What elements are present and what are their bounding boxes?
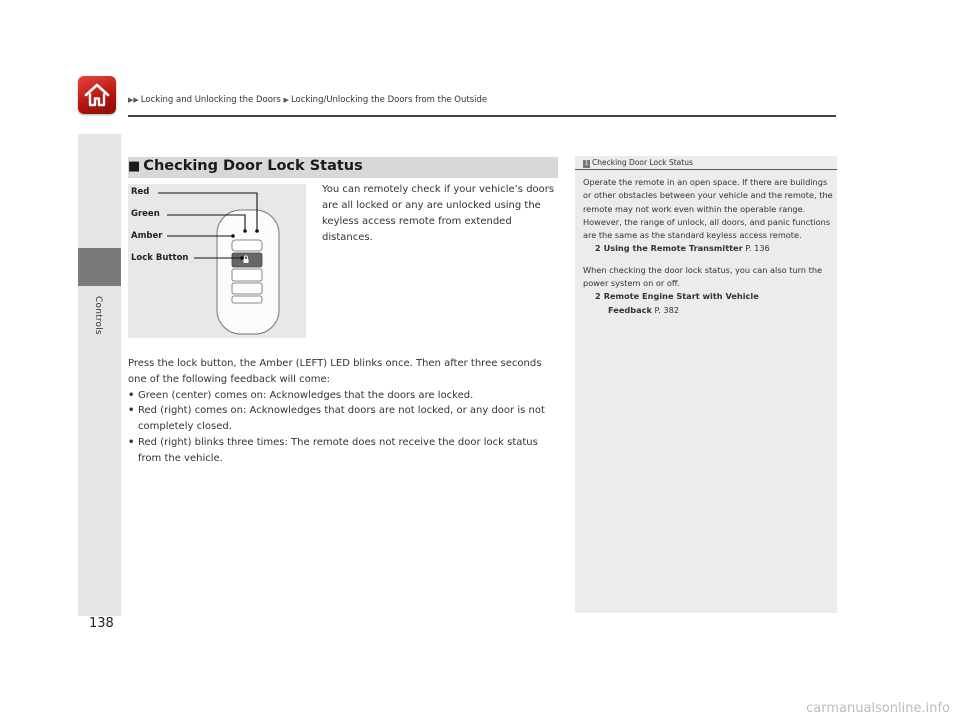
breadcrumb-item-1[interactable]: Locking and Unlocking the Doors — [140, 95, 281, 105]
note-paragraph-2: When checking the door lock status, you can also turn the power system on or off. — [583, 264, 823, 289]
link-text[interactable]: Using the Remote Transmitter — [603, 243, 743, 254]
section-marker-icon: ■ — [128, 159, 141, 174]
link-arrow-icon: 2 — [595, 244, 601, 254]
feedback-list — [128, 388, 560, 467]
body-text — [128, 356, 560, 467]
remote-figure — [128, 184, 306, 338]
intro-text: You can remotely check if your vehicle’s doors are all locked or any are unlocked using the keyless access remote from extended distances. — [322, 184, 555, 243]
list-item: • Green (center) comes on: Acknowledges that the doors are locked. — [128, 388, 560, 404]
watermark: carmanualsonline.info — [806, 701, 950, 716]
body-paragraph: Press the lock button, the Amber (LEFT) LED blinks once. Then after three seconds one of the following feedback will come: — [128, 358, 542, 385]
chapter-sidebar — [78, 134, 121, 616]
label-green: Green — [131, 209, 160, 219]
link-text-cont[interactable]: Feedback — [608, 304, 652, 315]
note-paragraph-1: Operate the remote in an open space. If there are buildings or other obstacles between your vehicle and the remote, the remote may not work even within the operable range. However, the range of unlock, all doors, and panic functions are the same as the standard keyless access remote. — [583, 177, 833, 241]
link-arrow-icon: 2 — [595, 291, 601, 302]
list-item: • Red (right) blinks three times: The remote does not receive the door lock status from the vehicle. — [128, 435, 560, 467]
note-sidebar — [575, 156, 837, 613]
chapter-marker — [78, 248, 121, 286]
page-number: 138 — [89, 616, 114, 631]
note-body — [583, 176, 833, 317]
chapter-label[interactable]: Controls — [93, 296, 103, 335]
note-number-icon: 1 — [584, 160, 589, 167]
note-title: Checking Door Lock Status — [592, 158, 693, 167]
home-icon — [83, 81, 111, 109]
label-red: Red — [131, 187, 150, 197]
breadcrumb — [128, 95, 487, 105]
header-divider — [128, 115, 836, 117]
link-text[interactable]: Remote Engine Start with Vehicle — [603, 291, 759, 302]
home-button[interactable] — [78, 76, 116, 114]
link-remote-engine-start[interactable] — [583, 290, 833, 317]
section-title — [128, 158, 363, 174]
section-title-text: Checking Door Lock Status — [143, 158, 363, 174]
note-header — [575, 156, 837, 170]
list-item: • Red (right) comes on: Acknowledges that doors are not locked, or any door is not completely closed. — [128, 403, 560, 435]
label-lock-button: Lock Button — [131, 253, 189, 263]
link-page[interactable]: P. 136 — [745, 243, 770, 254]
breadcrumb-item-2[interactable]: Locking/Unlocking the Doors from the Outside — [290, 95, 488, 105]
link-page[interactable]: P. 382 — [654, 304, 680, 315]
breadcrumb-arrow-icon: ▶▶ — [128, 96, 139, 104]
label-amber: Amber — [131, 231, 163, 241]
link-remote-transmitter[interactable] — [583, 242, 833, 255]
breadcrumb-arrow-icon: ▶ — [283, 96, 289, 104]
